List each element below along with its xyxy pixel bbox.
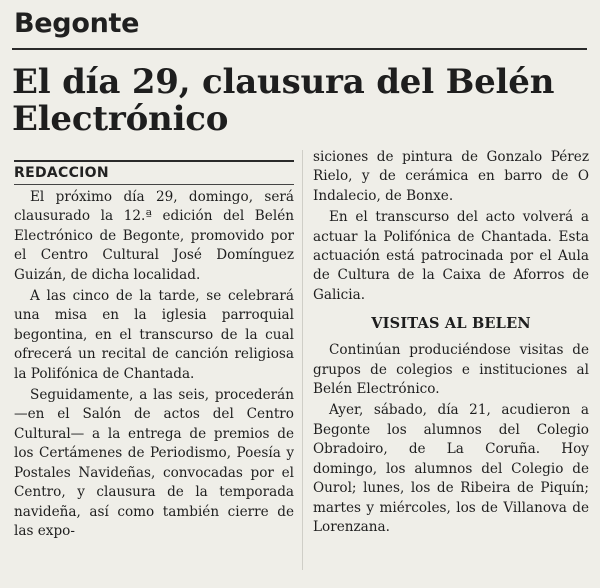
article-column-left [14,160,294,543]
paragraph: A las cinco de la tarde, se celebrará una misa en la iglesia parroquial begontina, en el transcurso de la cual ofrecerá un recital de canción religiosa la Polifónica de Chantada. [14,288,294,382]
headline: El día 29, clausura del Belén Electrónico [12,62,555,139]
column-divider [302,150,303,570]
subheading: VISITAS AL BELEN [371,315,531,333]
section-title: Begonte [14,8,140,39]
paragraph: Seguidamente, a las seis, procederán —en el Salón de actos del Centro Cultural— a la entrega de premios de los Certámenes de Periodismo, Poesía y Postales Navideñas, convocadas por el Centro, y clausura de la temporada navideña, así como también cierre de las expo- [14,387,294,539]
byline-rule-bottom [14,184,294,185]
byline-rule-top [14,160,294,162]
paragraph: Continúan produciéndose visitas de grupos de colegios e instituciones al Belén Electrónico. [313,342,589,398]
byline: REDACCION [14,165,109,181]
paragraph-continuation: siciones de pintura de Gonzalo Pérez Rielo, y de cerámica en barro de O Indalecio, de Bonxe. [313,149,589,204]
section-rule [12,48,587,50]
paragraph: Ayer, sábado, día 21, acudieron a Begonte los alumnos del Colegio Obradoiro, de La Coruña. Hoy domingo, los alumnos del Colegio de Ourol; lunes, los de Ribeira de Piquín; martes y miércoles, los de Villanova de Lorenzana. [313,402,589,535]
paragraph: En el transcurso del acto volverá a actuar la Polifónica de Chantada. Esta actuación está patrocinada por el Aula de Cultura de la Caixa de Aforros de Galicia. [313,209,589,303]
paragraph: El próximo día 29, domingo, será clausurado la 12.ª edición del Belén Electrónico de Begonte, promovido por el Centro Cultural José Domínguez Guizán, de dicha localidad. [14,189,294,283]
article-column-right [313,148,589,539]
